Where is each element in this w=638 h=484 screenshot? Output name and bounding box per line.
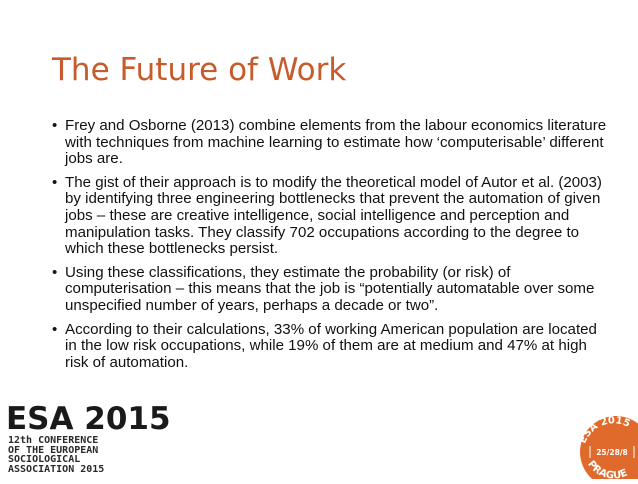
bullet-marker: • xyxy=(52,117,58,134)
bullet-text: The gist of their approach is to modify the theoretical model of Autor et al. (2003) by identifying three engineering bottlenecks that prevent the automation of given jobs – these are creative intelligence, social intelligence and perception and manipulation tasks. They classify 702 occupations according to the degree to which these bottlenecks persist. xyxy=(65,173,602,258)
bullet-text: Frey and Osborne (2013) combine elements from the labour economics literature with techniques from machine learning to estimate how ‘computerisable’ different jobs are. xyxy=(65,117,607,168)
logo-line: SOCIOLOGICAL xyxy=(8,454,81,466)
logo-line: 12th CONFERENCE xyxy=(8,435,99,446)
bullet-marker: • xyxy=(52,263,58,281)
bullet-text: Using these classifications, they estimate the probability (or risk) of computerisation – this means that the job is “potentially automatable over some unspecified number of years, perhaps a decade or two”. xyxy=(65,263,595,314)
bullet-marker: • xyxy=(52,173,58,191)
stamp-icon xyxy=(576,408,638,479)
esa-prague-stamp xyxy=(576,408,638,479)
list-item xyxy=(52,265,612,315)
list-item xyxy=(52,118,612,168)
bullet-text: According to their calculations, 33% of working American population are located in the low risk occupations, while 19% of them are at medium and 47% at high risk of automation. xyxy=(65,320,597,371)
logo-line: ASSOCIATION 2015 xyxy=(8,463,105,475)
logo-main-text: ESA 2015 xyxy=(6,401,171,437)
bullet-marker: • xyxy=(52,320,58,338)
list-item xyxy=(52,322,612,372)
logo-line: OF THE EUROPEAN xyxy=(8,444,99,456)
esa-2015-logo xyxy=(2,400,171,478)
list-item xyxy=(52,175,612,258)
stamp-top-text: ESA 2015 xyxy=(577,415,632,446)
slide-title: The Future of Work xyxy=(52,52,347,88)
stamp-center-text: 25/28/8 xyxy=(596,448,628,457)
logo-subtitle xyxy=(8,436,104,474)
stamp-bottom-text: PRAGUE xyxy=(585,458,630,479)
bullet-list xyxy=(52,118,612,378)
